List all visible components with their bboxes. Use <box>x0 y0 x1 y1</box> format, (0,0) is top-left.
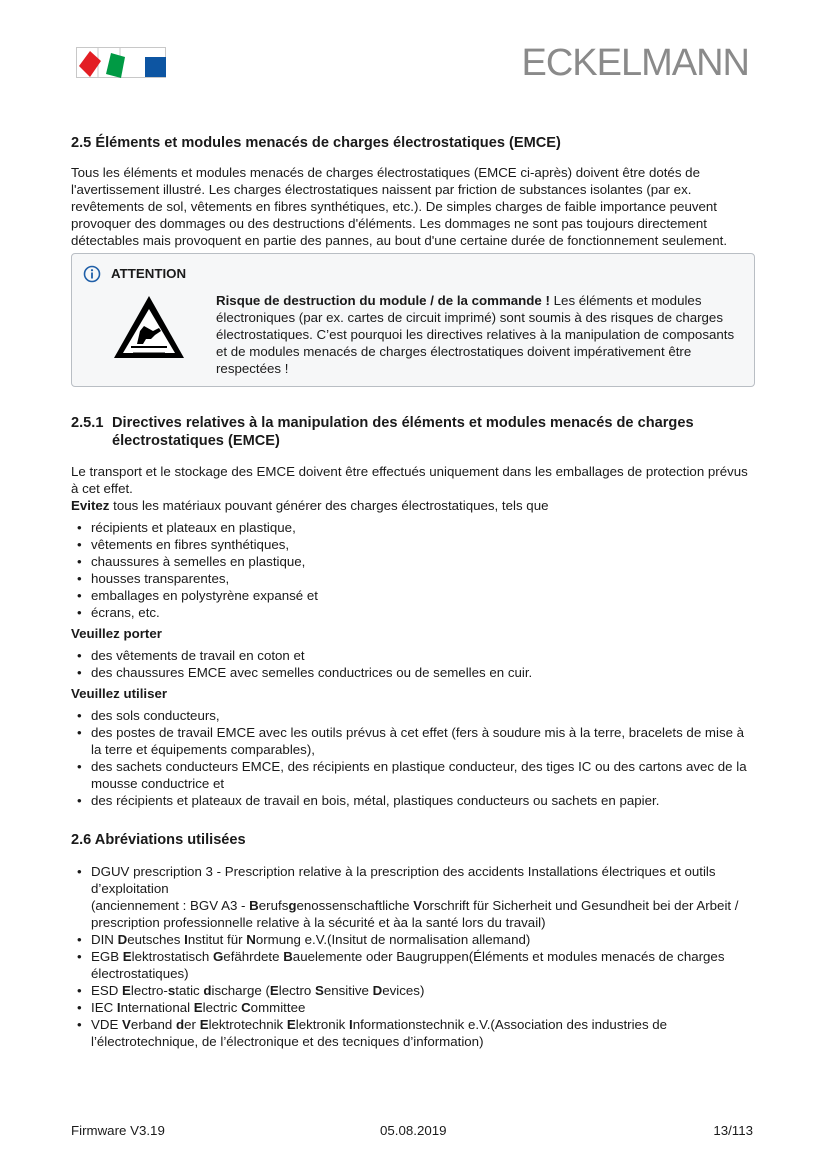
footer-firmware: Firmware V3.19 <box>71 1123 165 1138</box>
abbreviation-text: lectro- <box>130 983 168 998</box>
abbreviation-text: lectro <box>278 983 315 998</box>
attention-bold-text: Risque de destruction du module / de la commande ! <box>216 293 550 308</box>
list-item: • des sachets conducteurs EMCE, des récipients en plastique conducteur, des tiges IC ou des cartons avec de la mousse conductrice et <box>71 758 751 792</box>
abbreviation-text: enossenschaftliche <box>296 898 414 913</box>
abbreviation-initial: s <box>167 983 176 998</box>
abbreviation-text: evices) <box>382 983 425 998</box>
avoid-text: tous les matériaux pouvant générer des charges électrostatiques, tels que <box>109 498 549 513</box>
abbreviation-initial: d <box>203 983 212 998</box>
abbreviation-text: tatic <box>175 983 204 998</box>
abbreviation-text: nstitut für <box>187 932 247 947</box>
abbreviation-initial: I <box>116 1000 121 1015</box>
abbreviation-item <box>71 982 761 999</box>
wear-title: Veuillez porter <box>71 626 162 641</box>
abbreviation-text: lektrostatisch <box>131 949 213 964</box>
list-item: • récipients et plateaux en plastique, <box>71 519 761 536</box>
use-list <box>71 707 751 809</box>
abbreviation-text: erufs <box>258 898 289 913</box>
abbreviation-initial: E <box>286 1017 296 1032</box>
attention-box <box>71 253 755 387</box>
abbreviation-initial: I <box>184 932 188 947</box>
list-item: • des chaussures EMCE avec semelles conductrices ou de semelles en cuir. <box>71 664 761 681</box>
section-paragraph: Tous les éléments et modules menacés de charges électrostatiques (EMCE ci-après) doivent être dotés de l'avertissement illustré. Les charges électrostatiques naissent par friction de substances isolantes (par ex. revêtements de sol, vêtements en fibres synthétiques, etc.). De simples charges de faible importance peuvent provoquer des dommages ou des destructions d'éléments. Les dommages ne sont pas toujours directement détectables mais provoquent en partie des pannes, au bout d'une certaine durée de fonctionnement seulement. <box>71 165 728 248</box>
list-item: • des sols conducteurs, <box>71 707 751 724</box>
abbreviation-text: ormung e.V.(Insitut de normalisation allemand) <box>255 932 531 947</box>
abbreviation-initial: D <box>117 932 128 947</box>
avoid-bold: Evitez <box>71 498 110 513</box>
footer-page-number: 13/113 <box>713 1123 753 1138</box>
section-heading-2-5-1 <box>71 414 751 450</box>
abbreviation-initial: V <box>413 898 423 913</box>
abbreviation-initial: V <box>122 1017 131 1032</box>
wear-list <box>71 647 761 681</box>
abbreviation-text: auelemente oder Baugruppen(Éléments et modules menacés de charges électrostatiques) <box>91 949 725 981</box>
abbreviation-text: ischarge ( <box>211 983 270 998</box>
abbreviation-initial: C <box>241 1000 251 1015</box>
list-item: • emballages en polystyrène expansé et <box>71 587 761 604</box>
abbreviation-text: ommittee <box>250 1000 306 1015</box>
abbreviation-item <box>71 863 761 931</box>
abbreviation-text: orschrift für Sicherheit und Gesundheit bei der Arbeit / prescription professionnelle relative à la sécurité et àa la santé lors du travail) <box>91 898 739 930</box>
list-item: • des postes de travail EMCE avec les outils prévus à cet effet (fers à soudure mis à la terre, bracelets de mise à la terre et équipements comparables), <box>71 724 751 758</box>
abbreviation-item <box>71 948 761 982</box>
abbreviation-initial: N <box>246 932 256 947</box>
abbreviation-text: lectric <box>202 1000 242 1015</box>
abbreviation-initial: E <box>122 983 131 998</box>
abbreviation-item <box>71 931 761 948</box>
abbreviation-initial: I <box>349 1017 353 1032</box>
list-item: • écrans, etc. <box>71 604 761 621</box>
attention-text <box>216 292 746 377</box>
abbreviation-text: (anciennement : BGV A3 - <box>91 898 250 913</box>
transport-paragraph: Le transport et le stockage des EMCE doivent être effectués uniquement dans les emballages de protection prévus à cet effet. <box>71 464 748 496</box>
abbreviation-text: VDE <box>91 1017 123 1032</box>
abbreviation-initial: D <box>372 983 383 998</box>
abbreviation-initial: B <box>283 949 293 964</box>
eckelmann-logo-mark <box>76 47 166 82</box>
abbreviation-text: eutsches <box>127 932 185 947</box>
info-circle-icon <box>83 265 101 287</box>
abbreviation-text: lektronik <box>295 1017 349 1032</box>
esd-warning-icon <box>113 295 185 363</box>
abbreviation-initial: E <box>269 983 279 998</box>
list-item: • des vêtements de travail en coton et <box>71 647 761 664</box>
attention-title: ATTENTION <box>111 266 187 281</box>
abbreviation-text: efährdete <box>223 949 284 964</box>
abbreviation-text: EGB <box>91 949 123 964</box>
abbreviation-text: nternational <box>120 1000 194 1015</box>
attention-body-text: Les éléments et modules électroniques (par ex. cartes de circuit imprimé) sont soumis à des risques de charges électrostatiques. C’est pourquoi les directives relatives à la manipulation de composants et de modules menacés de charges électrostatiques doivent impérativement être respectées ! <box>216 293 735 376</box>
abbreviation-text: ESD <box>91 983 123 998</box>
abbreviation-initial: S <box>314 983 324 998</box>
list-item: • chaussures à semelles en plastique, <box>71 553 761 570</box>
heading-number: 2.5.1 <box>71 415 104 431</box>
abbreviation-text: DGUV prescription 3 - Prescription relative à la prescription des accidents Installations électriques et outils d’exploitation <box>91 864 716 896</box>
section-heading-2-5: 2.5 Éléments et modules menacés de charges électrostatiques (EMCE) <box>71 135 561 151</box>
list-item: • des récipients et plateaux de travail en bois, métal, plastiques conducteurs ou sachets en papier. <box>71 792 751 809</box>
abbreviation-initial: E <box>199 1017 209 1032</box>
abbreviation-text: ensitive <box>323 983 373 998</box>
abbreviation-initial: d <box>176 1017 185 1032</box>
abbreviation-text: lektrotechnik <box>208 1017 287 1032</box>
abbreviation-text: nformationstechnik e.V.(Association des industries de l’électrotechnique, de l’électronique et des tecniques d’information) <box>91 1017 668 1049</box>
abbreviation-text: erband <box>130 1017 177 1032</box>
abbreviation-item <box>71 999 761 1016</box>
abbreviations-list <box>71 863 761 1050</box>
brand-wordmark: ECKELMANN <box>521 42 749 84</box>
avoid-paragraph <box>71 497 751 514</box>
abbreviation-text: DIN <box>91 932 118 947</box>
list-item: • vêtements en fibres synthétiques, <box>71 536 761 553</box>
abbreviation-text: IEC <box>91 1000 117 1015</box>
abbreviation-text: er <box>184 1017 200 1032</box>
abbreviation-initial: E <box>193 1000 203 1015</box>
list-item: • housses transparentes, <box>71 570 761 587</box>
abbreviation-initial: G <box>212 949 224 964</box>
abbreviation-initial: g <box>288 898 297 913</box>
section-heading-2-6: 2.6 Abréviations utilisées <box>71 832 246 848</box>
footer-date: 05.08.2019 <box>380 1123 447 1138</box>
abbreviation-initial: B <box>249 898 259 913</box>
abbreviation-initial: E <box>122 949 132 964</box>
avoid-list <box>71 519 761 621</box>
use-title: Veuillez utiliser <box>71 686 168 701</box>
abbreviation-item <box>71 1016 761 1050</box>
heading-text: Directives relatives à la manipulation des éléments et modules menacés de charges électrostatiques (EMCE) <box>112 415 694 449</box>
